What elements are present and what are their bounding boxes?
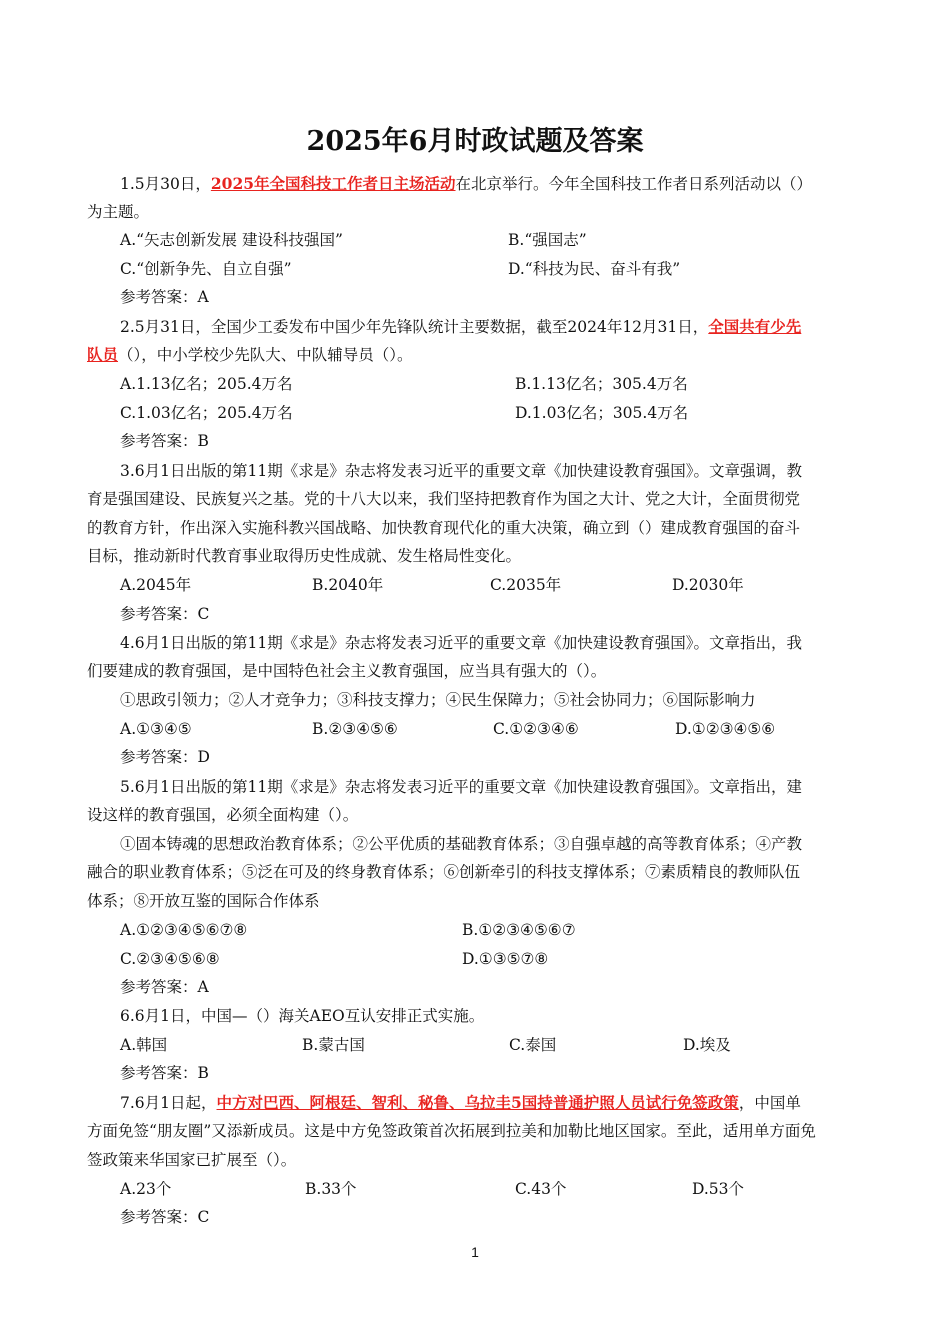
- question-5-line-1: 5.6月1日出版的第11期《求是》杂志将发表习近平的重要文章《加快建设教育强国》。文章指出，建: [120, 778, 802, 796]
- question-7-line-2: 方面免签“朋友圈”又添新成员。这是中方免签政策首次拓展到拉美和加勒比地区国家。至此，适用单方面免: [87, 1122, 816, 1140]
- question-5-line-2: 设这样的教育强国，必须全面构建（）。: [87, 806, 359, 824]
- q1-option-b: B.“强国志”: [508, 231, 587, 249]
- q4-option-b: B.②③④⑤⑥: [312, 720, 398, 738]
- q6-answer: [120, 1063, 900, 1083]
- q4-answer: [120, 747, 900, 767]
- answer-value: A: [197, 288, 209, 306]
- question-6-line-1: 6.6月1日，中国—（）海关AEO互认安排正式实施。: [120, 1007, 485, 1025]
- answer-value: B: [197, 1064, 209, 1082]
- answer-label: 参考答案：: [120, 748, 198, 766]
- answer-value: B: [197, 432, 209, 450]
- q5-items-line-3: 体系；⑧开放互鉴的国际合作体系: [87, 892, 320, 910]
- q7-option-c: C.43个: [515, 1180, 567, 1198]
- answer-label: 参考答案：: [120, 432, 198, 450]
- q3-answer: [120, 604, 900, 624]
- answer-value: D: [197, 748, 210, 766]
- question-1-line-1: [120, 174, 900, 194]
- q5-option-c: C.②③④⑤⑥⑧: [120, 950, 220, 968]
- q1-prefix: 1.5月30日，: [120, 175, 211, 193]
- q2-suffix: （），中小学校少先队大、中队辅导员（）。: [118, 346, 413, 364]
- q7-option-d: D.53个: [692, 1180, 745, 1198]
- q1-option-a: A.“矢志创新发展 建设科技强国”: [120, 231, 343, 249]
- question-3-line-2: 育是强国建设、民族复兴之基。党的十八大以来，我们坚持把教育作为国之大计、党之大计，全面贯彻党: [87, 490, 801, 508]
- q4-option-a: A.①③④⑤: [120, 720, 192, 738]
- question-3-line-4: 目标，推动新时代教育事业取得历史性成就、发生格局性变化。: [87, 547, 522, 565]
- page-title: 2025年6月时政试题及答案: [306, 126, 644, 157]
- q1-answer: [120, 287, 900, 307]
- q6-option-d: D.埃及: [683, 1036, 731, 1054]
- answer-value: C: [197, 605, 210, 623]
- q6-option-b: B.蒙古国: [302, 1036, 365, 1054]
- question-7-line-3: 签政策来华国家已扩展至（）。: [87, 1151, 297, 1169]
- q7-suffix: ，中国单: [738, 1094, 801, 1112]
- q4-items: ①思政引领力；②人才竞争力；③科技支撑力；④民生保障力；⑤社会协同力；⑥国际影响力: [120, 691, 756, 709]
- q2-highlight-2: 队员: [87, 345, 119, 364]
- q3-option-c: C.2035年: [490, 576, 562, 594]
- answer-label: 参考答案：: [120, 288, 198, 306]
- q7-prefix: 7.6月1日起，: [120, 1094, 217, 1112]
- q1-option-c: C.“创新争先、自立自强”: [120, 260, 292, 278]
- q4-option-c: C.①②③④⑥: [493, 720, 579, 738]
- q6-option-c: C.泰国: [509, 1036, 557, 1054]
- q5-option-b: B.①②③④⑤⑥⑦: [462, 921, 576, 939]
- q4-option-d: D.①②③④⑤⑥: [675, 720, 776, 738]
- q1-option-d: D.“科技为民、奋斗有我”: [508, 260, 681, 278]
- question-4-line-1: 4.6月1日出版的第11期《求是》杂志将发表习近平的重要文章《加快建设教育强国》。文章指出，我: [120, 634, 802, 652]
- q3-option-a: A.2045年: [120, 576, 192, 594]
- q2-option-c: C.1.03亿名；205.4万名: [120, 404, 293, 422]
- page-number: 1: [471, 1244, 479, 1260]
- q2-option-a: A.1.13亿名；205.4万名: [120, 375, 293, 393]
- q7-answer: [120, 1207, 900, 1227]
- answer-label: 参考答案：: [120, 1208, 198, 1226]
- answer-label: 参考答案：: [120, 605, 198, 623]
- q1-suffix: 在北京举行。今年全国科技工作者日系列活动以（）: [455, 175, 813, 193]
- question-4-line-2: 们要建成的教育强国，是中国特色社会主义教育强国，应当具有强大的（）。: [87, 662, 607, 680]
- answer-label: 参考答案：: [120, 978, 198, 996]
- question-7-line-1: [120, 1093, 900, 1113]
- answer-value: A: [197, 978, 209, 996]
- q5-answer: [120, 977, 900, 997]
- q5-option-d: D.①③⑤⑦⑧: [462, 950, 549, 968]
- q1-highlight: 2025年全国科技工作者日主场活动: [210, 174, 456, 193]
- q3-option-b: B.2040年: [312, 576, 384, 594]
- q2-option-b: B.1.13亿名；305.4万名: [515, 375, 688, 393]
- q2-prefix: 2.5月31日，全国少工委发布中国少年先锋队统计主要数据，截至2024年12月31日，: [120, 318, 709, 336]
- q7-highlight: 中方对巴西、阿根廷、智利、秘鲁、乌拉圭5国持普通护照人员试行免签政策: [216, 1093, 739, 1112]
- q2-answer: [120, 431, 900, 451]
- question-3-line-3: 的教育方针，作出深入实施科教兴国战略、加快教育现代化的重大决策，确立到（）建成教育强国的奋斗: [87, 519, 801, 537]
- q3-option-d: D.2030年: [672, 576, 744, 594]
- question-3-line-1: 3.6月1日出版的第11期《求是》杂志将发表习近平的重要文章《加快建设教育强国》。文章强调，教: [120, 462, 802, 480]
- q2-highlight-1: 全国共有少先: [708, 317, 802, 336]
- question-2-line-1: [120, 317, 900, 337]
- q5-items-line-2: 融合的职业教育体系；⑤泛在可及的终身教育体系；⑥创新牵引的科技支撑体系；⑦素质精良的教师队伍: [87, 863, 801, 881]
- question-2-line-2: [87, 345, 867, 365]
- question-1-line-2: 为主题。: [87, 203, 150, 221]
- q5-option-a: A.①②③④⑤⑥⑦⑧: [120, 921, 248, 939]
- q7-option-a: A.23个: [120, 1180, 172, 1198]
- answer-value: C: [197, 1208, 210, 1226]
- q6-option-a: A.韩国: [120, 1036, 168, 1054]
- q2-option-d: D.1.03亿名；305.4万名: [515, 404, 689, 422]
- answer-label: 参考答案：: [120, 1064, 198, 1082]
- q7-option-b: B.33个: [305, 1180, 357, 1198]
- q5-items-line-1: ①固本铸魂的思想政治教育体系；②公平优质的基础教育体系；③自强卓越的高等教育体系；④产教: [120, 835, 803, 853]
